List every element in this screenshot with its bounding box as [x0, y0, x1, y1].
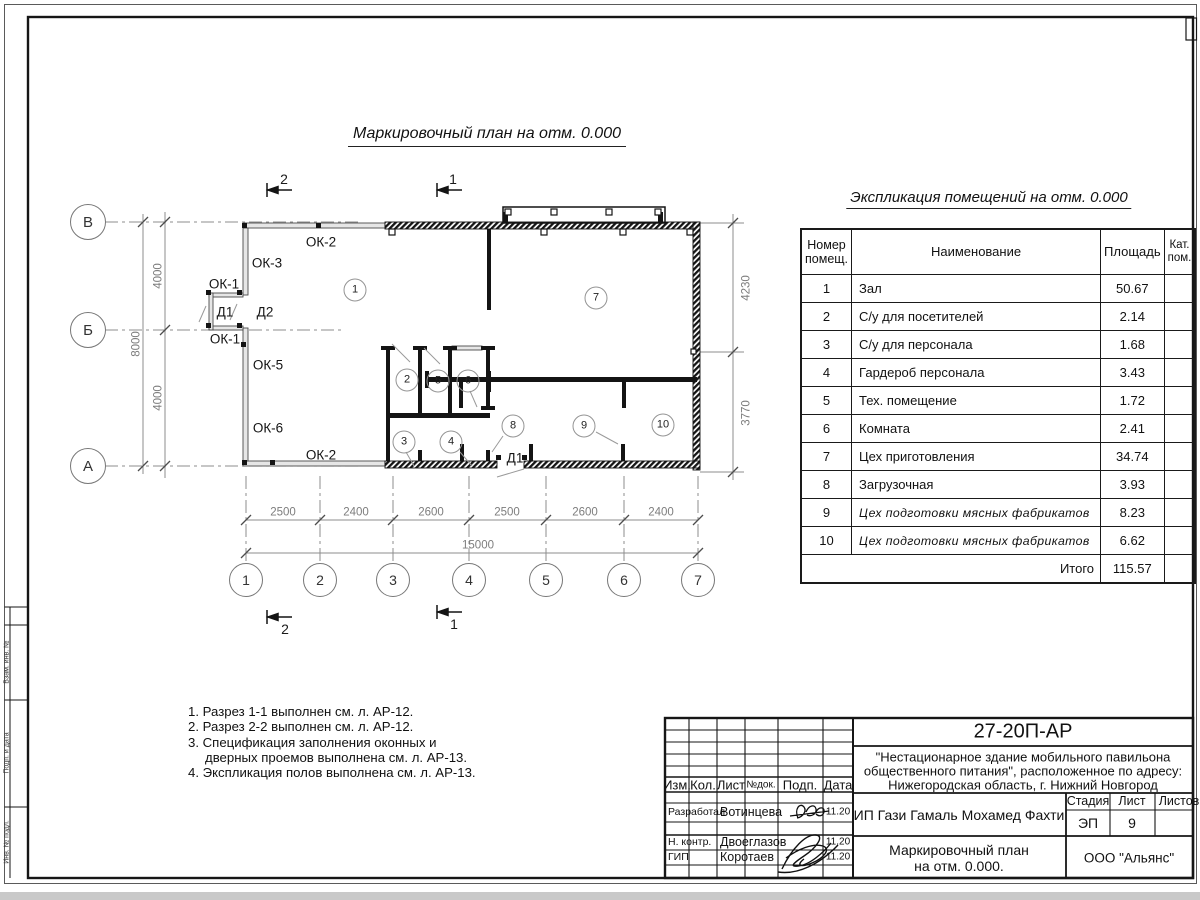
grid-bubble-7: 7	[681, 563, 715, 597]
room-category	[1164, 415, 1195, 443]
room-number: 3	[801, 331, 852, 359]
hatched-walls	[385, 222, 700, 470]
axis-lines	[105, 222, 698, 562]
door-label-d1-bottom: Д1	[506, 450, 524, 466]
table-row	[801, 275, 1195, 303]
side-stamp-vzam: Взам. инв. №	[3, 640, 11, 684]
project-name-line1: "Нестационарное здание мобильного павильона	[875, 749, 1171, 765]
table-row	[801, 443, 1195, 471]
dock-outline	[503, 207, 665, 223]
dim-right-3770: 3770	[740, 400, 753, 426]
side-stamp-inv: Инв. № подл.	[3, 820, 11, 864]
col-header-area: Площадь	[1101, 229, 1165, 275]
room-tag-5: 5	[427, 370, 450, 393]
room-area: 3.43	[1101, 359, 1165, 387]
partitions	[381, 229, 697, 461]
window-label-ok1-bottom: ОК-1	[209, 331, 241, 347]
room-name: Зал	[852, 275, 1101, 303]
table-row	[801, 471, 1195, 499]
room-tag-2: 2	[396, 369, 419, 392]
room-tag-10: 10	[652, 414, 675, 437]
dim-bottom-2: 2400	[343, 506, 369, 519]
explication-title: Экспликация помещений на отм. 0.000	[846, 189, 1131, 209]
room-category	[1164, 499, 1195, 527]
project-name-line2: общественного питания", расположенное по адресу:	[863, 763, 1183, 779]
plan-title: Маркировочный план на отм. 0.000	[348, 125, 626, 147]
doc-title-line1: Маркировочный план	[889, 842, 1029, 858]
sheet-label: Лист	[1118, 794, 1146, 808]
total-label: Итого	[801, 555, 1101, 584]
room-area: 2.41	[1101, 415, 1165, 443]
note-3: 3. Спецификация заполнения оконных и дверных проемов выполнена см. л. АР-13.	[188, 734, 468, 765]
company-name: ООО "Альянс"	[1083, 850, 1175, 866]
stage-label: Стадия	[1066, 794, 1110, 808]
room-tag-4: 4	[440, 431, 463, 454]
room-number: 8	[801, 471, 852, 499]
dim-bottom-total-15000: 15000	[462, 539, 494, 552]
room-area: 3.93	[1101, 471, 1165, 499]
grid-bubble-3: 3	[376, 563, 410, 597]
note-4: 4. Экспликация полов выполнена см. л. АР-13.	[188, 765, 476, 781]
table-total-row	[801, 555, 1195, 584]
room-name: Тех. помещение	[852, 387, 1101, 415]
window-label-ok5: ОК-5	[252, 357, 284, 373]
role-developer: Разработал	[668, 806, 726, 818]
note-2: 2. Разрез 2-2 выполнен см. л. АР-12.	[188, 719, 414, 735]
table-row	[801, 387, 1195, 415]
room-number: 5	[801, 387, 852, 415]
table-row	[801, 359, 1195, 387]
room-name: Цех приготовления	[852, 443, 1101, 471]
window-label-ok1-top: ОК-1	[208, 276, 240, 292]
room-area: 34.74	[1101, 443, 1165, 471]
note-1: 1. Разрез 1-1 выполнен см. л. АР-12.	[188, 704, 414, 719]
room-area: 50.67	[1101, 275, 1165, 303]
room-category	[1164, 275, 1195, 303]
doc-title-line2: на отм. 0.000.	[914, 858, 1004, 874]
col-header-name: Наименование	[852, 229, 1101, 275]
project-name-line3: Нижегородская область, г. Нижний Новгород	[888, 777, 1158, 793]
dim-left-8000-total: 8000	[130, 331, 143, 357]
room-category	[1164, 443, 1195, 471]
grid-bubble-6: 6	[607, 563, 641, 597]
table-row	[801, 303, 1195, 331]
table-row	[801, 499, 1195, 527]
room-name: Цех подготовки мясных фабрикатов	[852, 527, 1101, 555]
col-data: Дата	[823, 777, 853, 793]
room-number: 2	[801, 303, 852, 331]
section-marks	[267, 183, 462, 624]
sheet-value: 9	[1128, 815, 1136, 831]
room-area: 8.23	[1101, 499, 1165, 527]
stage-value: ЭП	[1077, 815, 1099, 831]
section-mark-1-bottom: 1	[450, 616, 458, 632]
room-number: 4	[801, 359, 852, 387]
table-row	[801, 527, 1195, 555]
total-area: 115.57	[1101, 555, 1165, 584]
room-number: 9	[801, 499, 852, 527]
document-code: 27-20П-АР	[973, 720, 1073, 743]
room-number: 10	[801, 527, 852, 555]
room-category	[1164, 387, 1195, 415]
col-header-category: Кат. пом.	[1164, 229, 1195, 275]
door-label-d1-vestibule: Д1	[216, 304, 234, 320]
client-name: ИП Гази Гамаль Мохамед Фахти	[853, 807, 1065, 823]
grid-bubble-5: 5	[529, 563, 563, 597]
table-row	[801, 415, 1195, 443]
room-tag-3: 3	[393, 431, 416, 454]
room-number: 7	[801, 443, 852, 471]
dim-bottom-6: 2400	[648, 506, 674, 519]
room-category	[1164, 303, 1195, 331]
date-developer: 11.20	[825, 806, 851, 818]
room-tag-7: 7	[585, 287, 608, 310]
room-area: 2.14	[1101, 303, 1165, 331]
room-tag-8: 8	[502, 415, 525, 438]
axis-bubble-v: В	[70, 204, 106, 240]
col-izm: Изм.	[663, 777, 691, 793]
dim-left-4000-upper: 4000	[152, 263, 165, 289]
col-podp: Подп.	[782, 777, 818, 793]
room-category	[1164, 471, 1195, 499]
window-label-ok3: ОК-3	[251, 255, 283, 271]
room-category	[1164, 359, 1195, 387]
section-mark-1-top: 1	[449, 171, 457, 187]
role-ncontrol: Н. контр.	[668, 836, 712, 848]
room-area: 1.72	[1101, 387, 1165, 415]
room-number: 1	[801, 275, 852, 303]
sheets-label: Листов	[1158, 794, 1200, 808]
role-gip: ГИП	[668, 851, 689, 863]
total-category	[1164, 555, 1195, 584]
col-ndoc: №док.	[746, 779, 776, 791]
room-name: Загрузочная	[852, 471, 1101, 499]
section-mark-2-bottom: 2	[281, 621, 289, 637]
date-gip: 11.20	[825, 851, 851, 863]
room-area: 1.68	[1101, 331, 1165, 359]
room-name: С/у для посетителей	[852, 303, 1101, 331]
room-area: 6.62	[1101, 527, 1165, 555]
axis-bubble-a: А	[70, 448, 106, 484]
window-label-ok6: ОК-6	[252, 420, 284, 436]
room-number: 6	[801, 415, 852, 443]
col-list: Лист	[716, 777, 746, 793]
window-label-ok2-bottom: ОК-2	[305, 447, 337, 463]
room-tag-6: 6	[457, 370, 480, 393]
room-name: Комната	[852, 415, 1101, 443]
side-stamp-podp: Подп. и дата	[3, 732, 11, 774]
dim-left-4000-lower: 4000	[152, 385, 165, 411]
room-category	[1164, 331, 1195, 359]
dim-bottom-5: 2600	[572, 506, 598, 519]
room-tag-1: 1	[344, 279, 367, 302]
grid-bubble-1: 1	[229, 563, 263, 597]
dim-bottom-3: 2600	[418, 506, 444, 519]
name-developer: Вотинцева	[720, 805, 783, 819]
axis-bubble-b: Б	[70, 312, 106, 348]
section-mark-2-top: 2	[280, 171, 288, 187]
room-explication-table	[800, 228, 1196, 584]
date-ncontrol: 11.20	[825, 836, 851, 848]
name-gip: Коротаев	[720, 850, 774, 864]
dock-posts	[503, 212, 663, 223]
col-header-number: Номер помещ.	[801, 229, 852, 275]
room-name: Гардероб персонала	[852, 359, 1101, 387]
name-ncontrol: Двоеглазов	[720, 835, 787, 849]
dim-bottom-4: 2500	[494, 506, 520, 519]
room-tag-9: 9	[573, 415, 596, 438]
col-kol: Кол.	[690, 777, 716, 793]
dim-right-4230: 4230	[740, 275, 753, 301]
dim-bottom-1: 2500	[270, 506, 296, 519]
notes-block	[188, 704, 490, 780]
room-name: Цех подготовки мясных фабрикатов	[852, 499, 1101, 527]
grid-bubble-4: 4	[452, 563, 486, 597]
table-row	[801, 331, 1195, 359]
thin-walls	[209, 223, 482, 466]
window-label-ok2-top: ОК-2	[305, 234, 337, 250]
grid-bubble-2: 2	[303, 563, 337, 597]
explication-header-row	[801, 229, 1195, 275]
room-category	[1164, 527, 1195, 555]
room-name: С/у для персонала	[852, 331, 1101, 359]
door-label-d2-vestibule: Д2	[256, 304, 274, 320]
